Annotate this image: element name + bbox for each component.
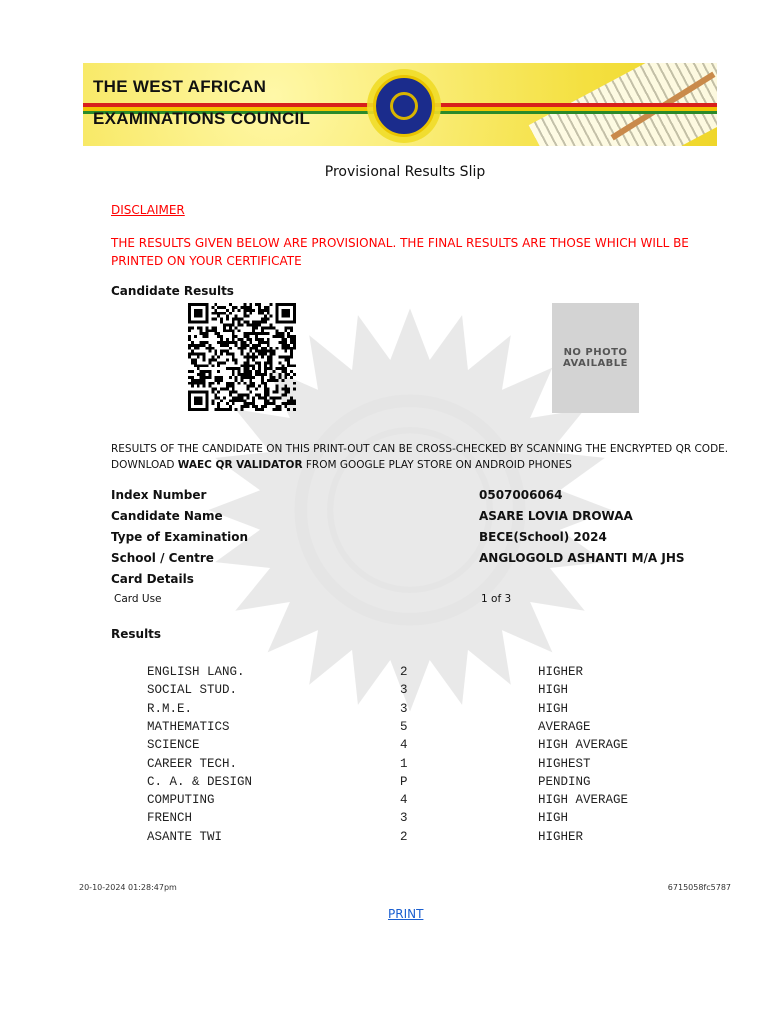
result-row	[0, 665, 768, 683]
detail-value: ANGLOGOLD ASHANTI M/A JHS	[479, 551, 685, 565]
reference-code: 6715058fc5787	[667, 883, 731, 892]
result-remark: HIGH AVERAGE	[538, 793, 629, 808]
result-grade: 4	[400, 738, 408, 753]
result-grade: 3	[400, 811, 408, 826]
qr-note-line2	[111, 459, 572, 471]
result-grade: P	[400, 774, 408, 789]
qr-code-icon	[186, 303, 298, 411]
waec-banner	[83, 63, 717, 146]
result-subject: ENGLISH LANG.	[147, 665, 245, 679]
result-remark: HIGH AVERAGE	[538, 738, 629, 753]
banner-line1: THE WEST AFRICAN	[93, 77, 267, 96]
result-row	[0, 830, 768, 848]
result-row	[0, 702, 768, 720]
result-subject: COMPUTING	[147, 793, 215, 808]
result-subject: SCIENCE	[147, 738, 200, 753]
detail-label: Index Number	[111, 488, 207, 502]
detail-label: Type of Examination	[111, 530, 249, 544]
result-row	[0, 757, 768, 775]
result-subject: MATHEMATICS	[147, 719, 230, 734]
qr-note-line1: RESULTS OF THE CANDIDATE ON THIS PRINT-OUT CAN BE CROSS-CHECKED BY SCANNING THE ENCRYPTED QR CODE.	[111, 443, 729, 455]
result-remark: HIGHEST	[538, 756, 591, 771]
result-subject: C. A. & DESIGN	[147, 774, 253, 789]
waec-seal-icon	[373, 75, 435, 137]
result-grade: 3	[400, 701, 408, 716]
result-remark: HIGHER	[538, 829, 584, 844]
result-remark: HIGH	[538, 683, 569, 698]
card-use-value: 1 of 3	[481, 593, 512, 605]
result-row	[0, 738, 768, 756]
qr-validator-name: WAEC QR VALIDATOR	[177, 459, 303, 471]
qr-note-pre: DOWNLOAD	[111, 459, 178, 471]
result-grade: 2	[400, 665, 408, 679]
card-details-heading: Card Details	[111, 572, 194, 586]
result-row	[0, 775, 768, 793]
result-subject: SOCIAL STUD.	[147, 683, 238, 698]
result-remark: HIGH	[538, 701, 569, 716]
disclaimer-link[interactable]: DISCLAIMER	[111, 203, 185, 217]
photo-placeholder-text: NO PHOTO AVAILABLE	[562, 347, 629, 369]
result-subject: ASANTE TWI	[147, 829, 223, 844]
result-remark: PENDING	[538, 774, 591, 789]
result-subject: R.M.E.	[147, 701, 193, 716]
result-subject: CAREER TECH.	[147, 756, 238, 771]
result-remark: AVERAGE	[538, 719, 591, 734]
detail-value: 0507006064	[479, 488, 563, 502]
result-row	[0, 720, 768, 738]
card-use-label: Card Use	[114, 593, 162, 605]
result-grade: 3	[400, 683, 408, 698]
result-remark: HIGHER	[538, 665, 584, 679]
result-row	[0, 683, 768, 701]
result-row	[0, 811, 768, 829]
print-link[interactable]: PRINT	[388, 907, 424, 921]
banner-line2: EXAMINATIONS COUNCIL	[93, 109, 311, 128]
result-subject: FRENCH	[147, 811, 193, 826]
result-grade: 2	[400, 829, 408, 844]
timestamp: 20-10-2024 01:28:47pm	[79, 883, 177, 892]
qr-note-post: FROM GOOGLE PLAY STORE ON ANDROID PHONES	[302, 459, 572, 471]
detail-value: ASARE LOVIA DROWAA	[479, 509, 633, 523]
page-title: Provisional Results Slip	[324, 164, 486, 180]
results-heading: Results	[111, 627, 162, 641]
result-grade: 5	[400, 719, 408, 734]
detail-value: BECE(School) 2024	[479, 530, 607, 544]
detail-label: Candidate Name	[111, 509, 223, 523]
candidate-results-heading: Candidate Results	[111, 284, 234, 298]
result-remark: HIGH	[538, 811, 569, 826]
result-grade: 1	[400, 756, 408, 771]
photo-placeholder	[552, 303, 639, 413]
result-row	[0, 793, 768, 811]
result-grade: 4	[400, 793, 408, 808]
detail-label: School / Centre	[111, 551, 214, 565]
disclaimer-text: THE RESULTS GIVEN BELOW ARE PROVISIONAL. THE FINAL RESULTS ARE THOSE WHICH WILL BE PRINTED ON YOUR CERTIFICATE	[111, 236, 689, 268]
